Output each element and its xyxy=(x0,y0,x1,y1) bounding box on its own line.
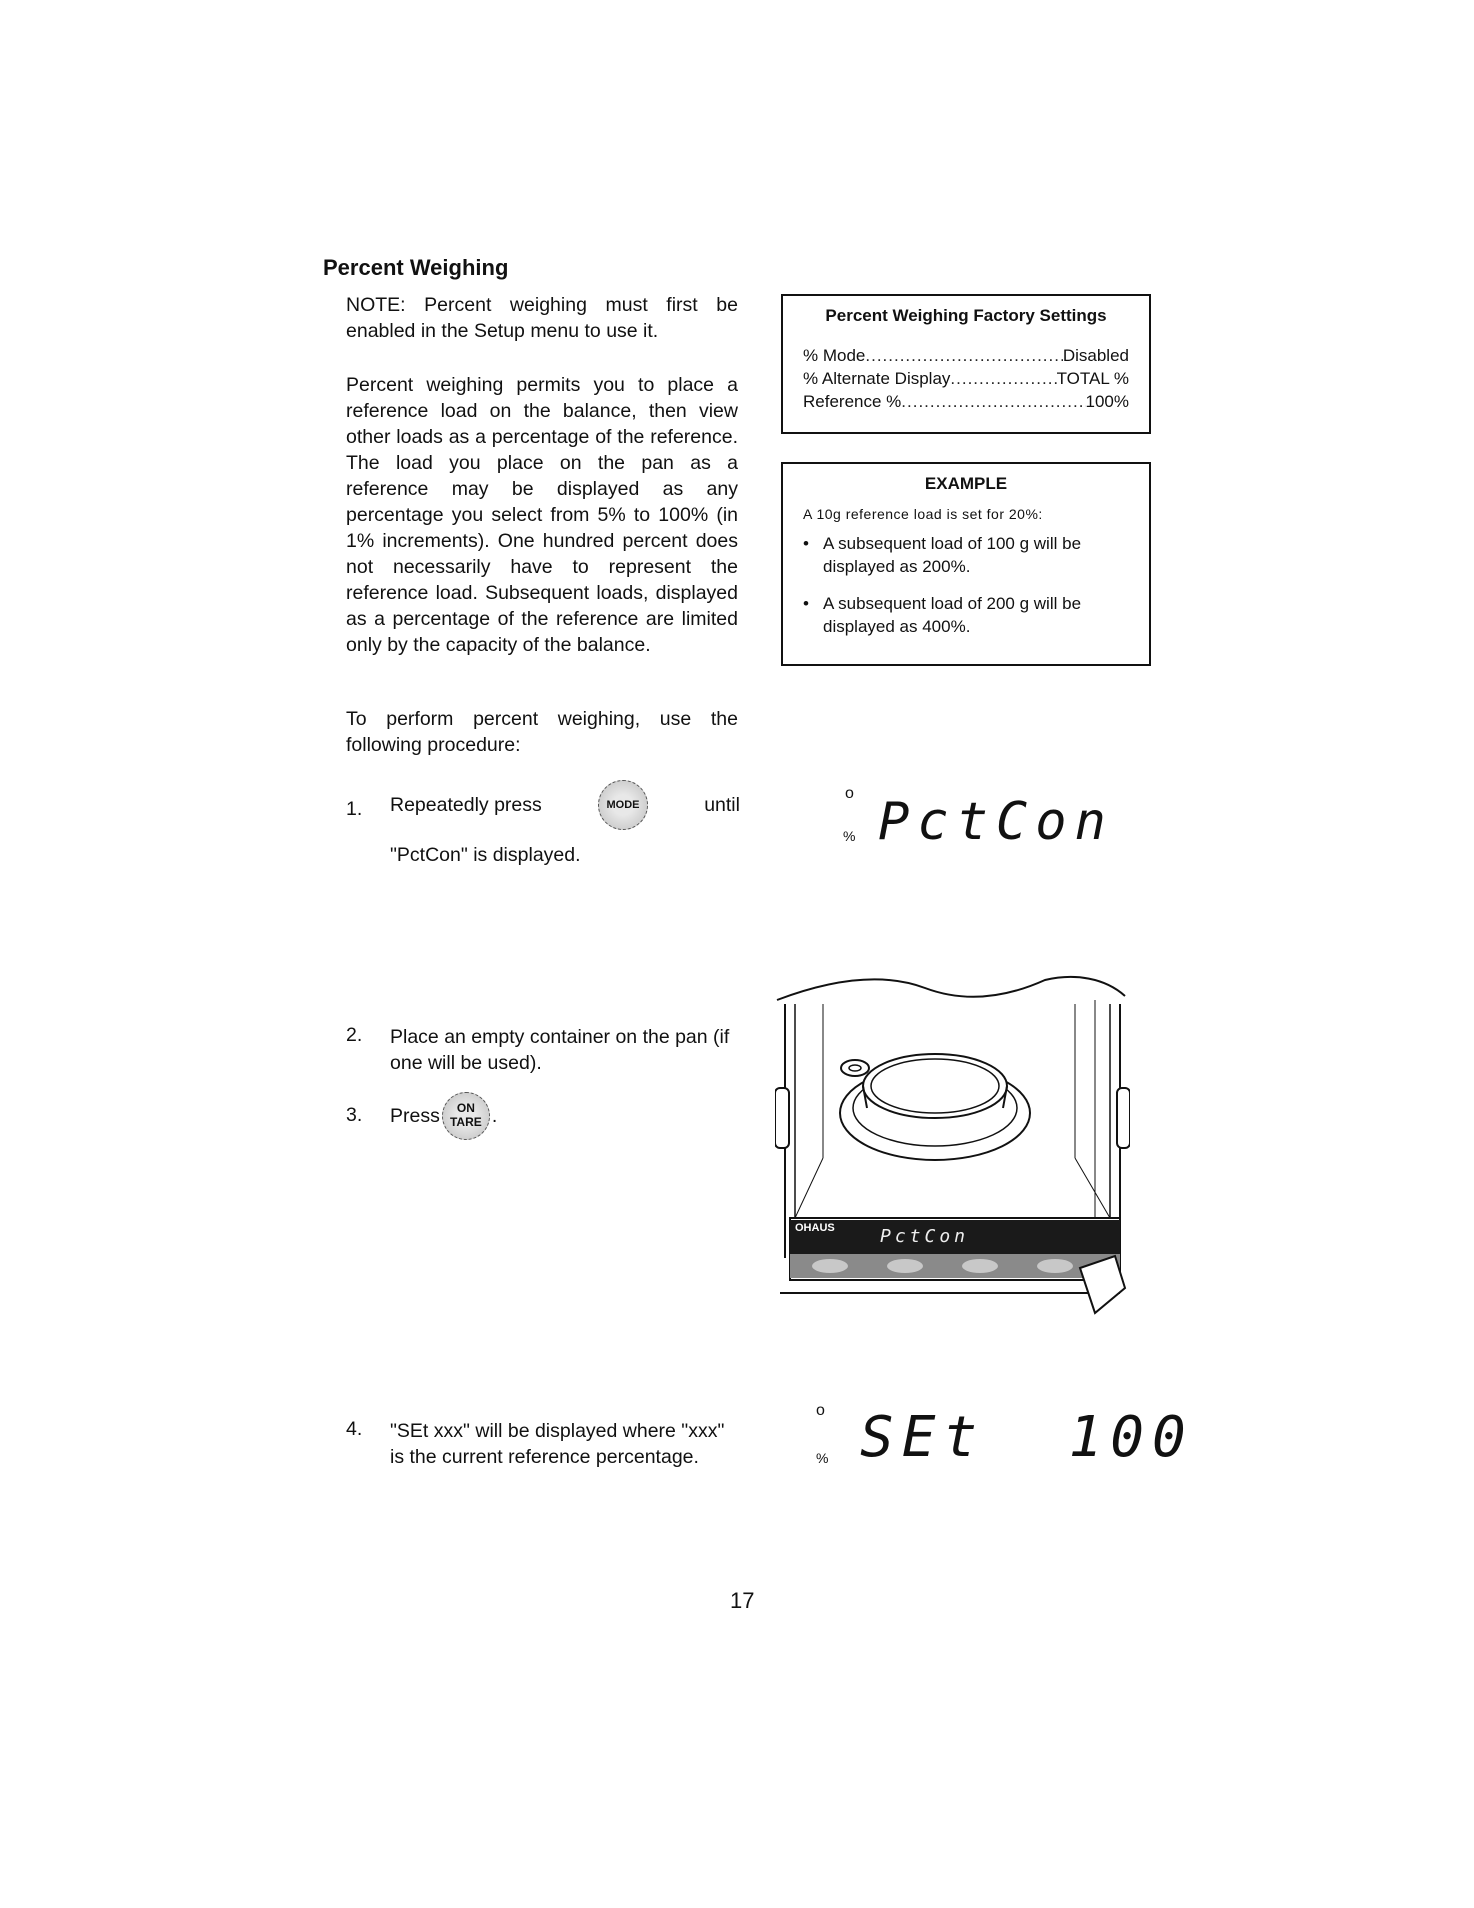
on-tare-button-icon: ON TARE xyxy=(442,1092,490,1140)
step-number: 1. xyxy=(346,798,363,820)
factory-settings-box xyxy=(781,294,1151,434)
percent-indicator: % xyxy=(843,828,856,844)
balance-display-text: PctCon xyxy=(880,1226,970,1247)
balance-illustration xyxy=(775,968,1130,1318)
step-4-text: "SEt xxx" will be displayed where "xxx" is the current reference percentage. xyxy=(390,1420,725,1468)
lcd-display-set-100: SEt 100 xyxy=(860,1405,1194,1470)
step-3-line: Press ON TARE . xyxy=(390,1092,738,1140)
step-1-line: Repeatedly press MODE until xyxy=(390,780,740,830)
step-number: 2. xyxy=(346,1024,363,1046)
note-paragraph: NOTE: Percent weighing must first be enabled in the Setup menu to use it. xyxy=(346,294,738,342)
procedure-intro: To perform percent weighing, use the following procedure: xyxy=(346,708,738,756)
step-2-text: Place an empty container on the pan (if one will be used). xyxy=(390,1026,730,1074)
page-number: 17 xyxy=(730,1588,755,1613)
percent-indicator: % xyxy=(816,1450,829,1466)
example-intro: A 10g reference load is set for 20%: xyxy=(803,506,1043,522)
settings-box-title: Percent Weighing Factory Settings xyxy=(825,306,1107,325)
settings-row: Reference % ..... 100% xyxy=(783,390,1149,413)
stable-indicator: o xyxy=(816,1402,825,1419)
step-1-text: "PctCon" is displayed. xyxy=(390,844,581,866)
stable-indicator: o xyxy=(845,785,854,802)
settings-row: % Mode ..... Disabled xyxy=(783,344,1149,367)
lcd-display-pctcon: PctCon xyxy=(878,792,1114,852)
list-item: • A subsequent load of 200 g will be displayed as 400%. xyxy=(803,592,1129,638)
mode-button-icon: MODE xyxy=(598,780,648,830)
brand-logo: OHAUS xyxy=(795,1222,835,1234)
example-box-title: EXAMPLE xyxy=(924,474,1008,493)
example-box xyxy=(781,462,1151,666)
step-number: 3. xyxy=(346,1104,363,1126)
list-item: • A subsequent load of 100 g will be displayed as 200%. xyxy=(803,532,1129,578)
settings-row: % Alternate Display ..... TOTAL % xyxy=(783,367,1149,390)
intro-paragraph: Percent weighing permits you to place a reference load on the balance, then view other loads as a percentage of the reference. The load you place on the pan as a reference may be displayed as any percentage you select from 5% to 100% (in 1% increments). One hundred percent does not necessarily have to represent the reference load. Subsequent loads, displayed as a percentage of the reference are limited only by the capacity of the balance. xyxy=(346,374,738,656)
page-title: Percent Weighing xyxy=(323,255,509,280)
step-number: 4. xyxy=(346,1418,363,1440)
